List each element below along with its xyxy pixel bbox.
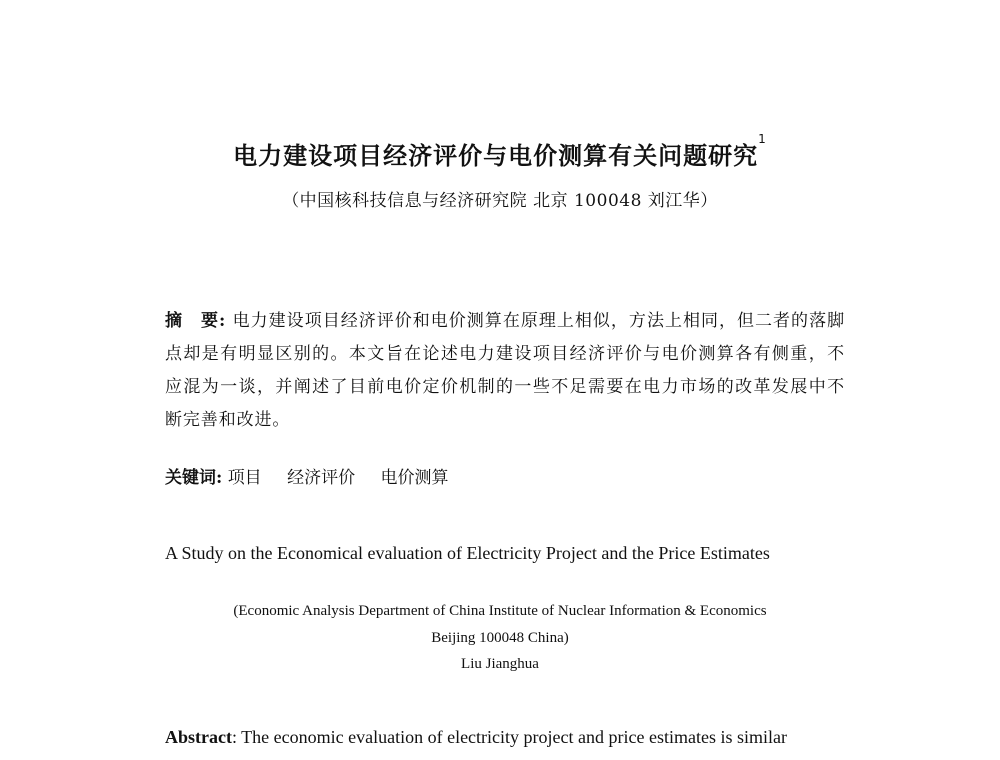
english-abstract-label: Abstract bbox=[165, 727, 232, 747]
english-author: Liu Jianghua bbox=[461, 656, 539, 672]
paper-title bbox=[0, 132, 1000, 171]
english-abstract-text: : The economic evaluation of electricity project and price estimates is similar bbox=[231, 727, 787, 747]
chinese-affiliation: （中国核科技信息与经济研究院 北京 100048 刘江华） bbox=[282, 191, 718, 211]
keyword-item: 经济评价 bbox=[287, 468, 356, 488]
paper-title-text: 电力建设项目经济评价与电价测算有关问题研究 bbox=[233, 142, 759, 170]
chinese-keywords-label: 关键词: bbox=[165, 468, 223, 488]
english-affiliation-line-2: Beijing 100048 China) bbox=[431, 630, 569, 646]
chinese-abstract-label: 摘 要: bbox=[165, 311, 227, 331]
chinese-keywords bbox=[165, 463, 469, 488]
keyword-item: 电价测算 bbox=[380, 468, 449, 488]
keyword-item: 项目 bbox=[227, 468, 262, 488]
chinese-abstract-text: 电力建设项目经济评价和电价测算在原理上相似，方法上相同，但二者的落脚点却是有明显区别的。本文旨在论述电力建设项目经济评价与电价测算各有侧重，不应混为一谈，并阐述了目前电价定价机制的一些不足需要在电力市场的改革发展中不断完善和改进。 bbox=[165, 311, 845, 430]
chinese-abstract bbox=[165, 305, 845, 437]
footnote-mark: 1 bbox=[758, 132, 767, 146]
english-title: A Study on the Economical evaluation of Electricity Project and the Price Estimates bbox=[165, 543, 770, 563]
english-affiliation-line-1: (Economic Analysis Department of China Institute of Nuclear Information & Economics bbox=[233, 603, 767, 619]
english-abstract bbox=[165, 727, 787, 748]
